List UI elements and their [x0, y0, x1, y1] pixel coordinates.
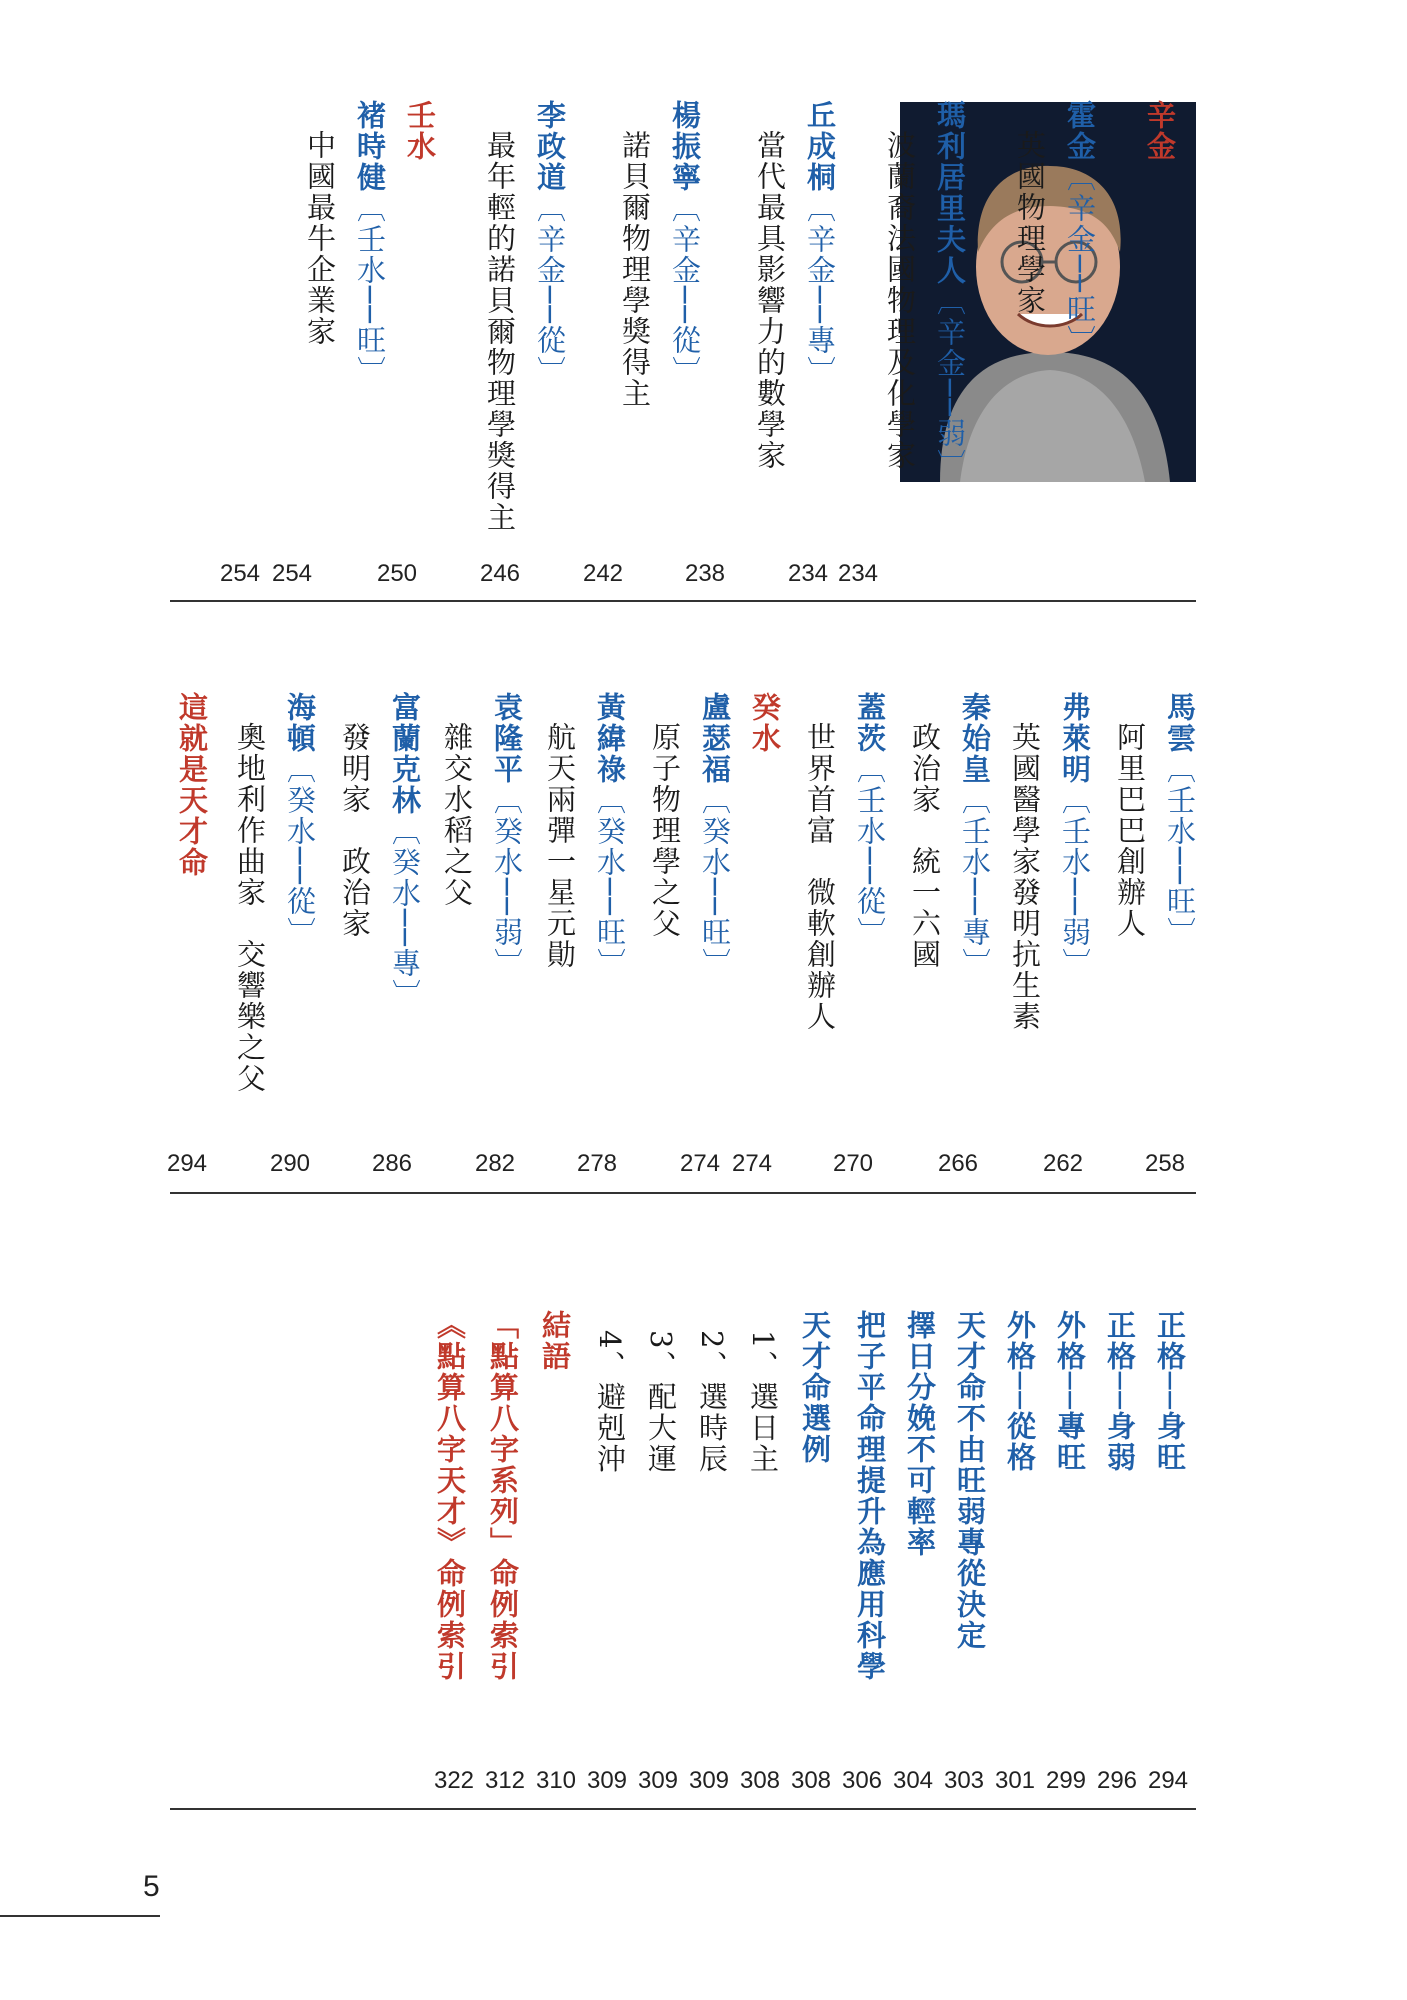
page-number: 309	[688, 1767, 730, 1794]
toc-entry-hawking[interactable]	[1060, 100, 1100, 356]
page-number: 304	[892, 1767, 934, 1794]
entry-name: 霍金	[1063, 100, 1097, 162]
page-number: 322	[433, 1767, 475, 1794]
section-divider	[170, 600, 1196, 602]
entry-desc: 航天兩彈一星元勛	[543, 722, 577, 970]
entry-tag: ︹辛金──從︺	[533, 193, 567, 387]
toc-entry-chu[interactable]	[350, 100, 390, 387]
entry-desc: 發明家 政治家	[338, 722, 372, 939]
entry-name: 瑪利居里夫人	[933, 100, 967, 286]
entry-desc: 原子物理學之父	[648, 722, 682, 939]
toc-entry-yang[interactable]	[665, 100, 705, 387]
section-label-guishui: 癸水	[748, 692, 782, 754]
section-divider	[170, 1808, 1196, 1810]
page-number: 310	[535, 1767, 577, 1794]
toc-sub-item[interactable]: 2、選時辰	[695, 1330, 729, 1475]
toc-sub-item[interactable]: 3、配大運	[644, 1330, 678, 1475]
page-number: 234	[837, 560, 879, 587]
entry-desc: 雜交水稻之父	[440, 722, 474, 908]
page-number: 246	[479, 560, 521, 587]
toc-entry-yuan[interactable]	[487, 692, 527, 979]
page-number: 296	[1096, 1767, 1138, 1794]
page-number: 262	[1042, 1150, 1084, 1177]
page-number: 306	[841, 1767, 883, 1794]
section-label-renshui: 壬水	[403, 100, 437, 162]
entry-tag: ︹壬水──旺︺	[353, 193, 387, 387]
toc-item[interactable]: 外格──專旺	[1053, 1310, 1087, 1473]
page-number: 250	[376, 560, 418, 587]
page-number: 294	[1147, 1767, 1189, 1794]
toc-item[interactable]: 擇日分娩不可輕率	[903, 1310, 937, 1558]
section-label-xinjin: 辛金	[1143, 100, 1177, 162]
toc-entry-huang[interactable]	[590, 692, 630, 979]
entry-tag: ︹壬水──弱︺	[1058, 785, 1092, 979]
page-number: 274	[731, 1150, 773, 1177]
entry-name: 袁隆平	[490, 692, 524, 785]
entry-name: 丘成桐	[803, 100, 837, 193]
page-number: 242	[582, 560, 624, 587]
toc-entry-yau[interactable]	[800, 100, 840, 387]
folio-rule	[0, 1915, 160, 1917]
toc-item-genius-index[interactable]: 《點算八字天才》命例索引	[433, 1310, 467, 1682]
entry-name: 馬雲	[1163, 692, 1197, 754]
page-number: 299	[1045, 1767, 1087, 1794]
entry-desc: 政治家 統一六國	[908, 722, 942, 970]
toc-entry-fleming[interactable]	[1055, 692, 1095, 979]
toc-item-conclusion[interactable]: 結語	[538, 1310, 572, 1372]
page-number: 266	[937, 1150, 979, 1177]
entry-desc: 阿里巴巴創辦人	[1113, 722, 1147, 939]
toc-entry-lee[interactable]	[530, 100, 570, 387]
entry-desc: 英國醫學家發明抗生素	[1008, 722, 1042, 1032]
entry-name: 蓋茨	[853, 692, 887, 754]
entry-desc: 英國物理學家	[1013, 130, 1047, 316]
entry-name: 富蘭克林	[388, 692, 422, 816]
page-number: 290	[269, 1150, 311, 1177]
page-number: 308	[790, 1767, 832, 1794]
entry-tag: ︹壬水──專︺	[958, 785, 992, 979]
entry-tag: ︹辛金──專︺	[803, 193, 837, 387]
toc-entry-haydn[interactable]	[280, 692, 320, 948]
page-number: 258	[1144, 1150, 1186, 1177]
toc-entry-curie[interactable]	[930, 100, 970, 480]
page-folio: 5	[143, 1870, 160, 1903]
page-number: 312	[484, 1767, 526, 1794]
entry-desc: 最年輕的諾貝爾物理學獎得主	[483, 130, 517, 533]
page-number: 274	[679, 1150, 721, 1177]
toc-entry-closing[interactable]: 這就是天才命	[175, 692, 209, 878]
entry-tag: ︹癸水──旺︺	[593, 785, 627, 979]
entry-desc: 奧地利作曲家 交響樂之父	[233, 722, 267, 1094]
entry-tag: ︹癸水──專︺	[388, 816, 422, 1010]
entry-name: 楊振寧	[668, 100, 702, 193]
entry-desc: 中國最牛企業家	[303, 130, 337, 347]
entry-name: 海頓	[283, 692, 317, 754]
entry-name: 黃緯祿	[593, 692, 627, 785]
toc-item[interactable]: 天才命選例	[798, 1310, 832, 1465]
entry-desc: 當代最具影響力的數學家	[753, 130, 787, 471]
entry-tag: ︹壬水──旺︺	[1163, 754, 1197, 948]
entry-desc: 諾貝爾物理學獎得主	[618, 130, 652, 409]
entry-tag: ︹癸水──從︺	[283, 754, 317, 948]
toc-sub-item[interactable]: 1、選日主	[746, 1330, 780, 1475]
toc-entry-gates[interactable]	[850, 692, 890, 948]
page-number: 301	[994, 1767, 1036, 1794]
toc-item[interactable]: 外格──從格	[1003, 1310, 1037, 1473]
page-number: 234	[787, 560, 829, 587]
page-number: 282	[474, 1150, 516, 1177]
toc-sub-item[interactable]: 4、避剋沖	[593, 1330, 627, 1475]
toc-item-series-index[interactable]: 「點算八字系列」命例索引	[486, 1310, 520, 1682]
toc-entry-ma-yun[interactable]	[1160, 692, 1200, 948]
page-number: 294	[166, 1150, 208, 1177]
entry-name: 盧瑟福	[698, 692, 732, 785]
entry-name: 李政道	[533, 100, 567, 193]
page-number: 309	[637, 1767, 679, 1794]
entry-tag: ︹癸水──旺︺	[698, 785, 732, 979]
toc-item[interactable]: 把子平命理提升為應用科學	[853, 1310, 887, 1682]
toc-item[interactable]: 天才命不由旺弱專從決定	[953, 1310, 987, 1651]
entry-name: 秦始皇	[958, 692, 992, 785]
toc-item[interactable]: 正格──身弱	[1103, 1310, 1137, 1473]
page-number: 270	[832, 1150, 874, 1177]
page-number: 238	[684, 560, 726, 587]
page-number: 308	[739, 1767, 781, 1794]
entry-tag: ︹辛金──弱︺	[933, 286, 967, 480]
page-number: 254	[271, 560, 313, 587]
page-number: 286	[371, 1150, 413, 1177]
entry-desc: 世界首富 微軟創辦人	[803, 722, 837, 1032]
entry-name: 褚時健	[353, 100, 387, 193]
toc-entry-franklin[interactable]	[385, 692, 425, 1010]
page-number: 254	[219, 560, 261, 587]
section-divider	[170, 1192, 1196, 1194]
entry-tag: ︹壬水──從︺	[853, 754, 887, 948]
entry-tag: ︹辛金──從︺	[668, 193, 702, 387]
entry-desc: 波蘭裔法國物理及化學家	[883, 130, 917, 471]
page-number: 303	[943, 1767, 985, 1794]
page-number: 309	[586, 1767, 628, 1794]
toc-entry-rutherford[interactable]	[695, 692, 735, 979]
entry-tag: ︹辛金──旺︺	[1063, 162, 1097, 356]
page-number: 278	[576, 1150, 618, 1177]
entry-name: 弗萊明	[1058, 692, 1092, 785]
entry-tag: ︹癸水──弱︺	[490, 785, 524, 979]
toc-item[interactable]: 正格──身旺	[1153, 1310, 1187, 1473]
toc-entry-qin[interactable]	[955, 692, 995, 979]
